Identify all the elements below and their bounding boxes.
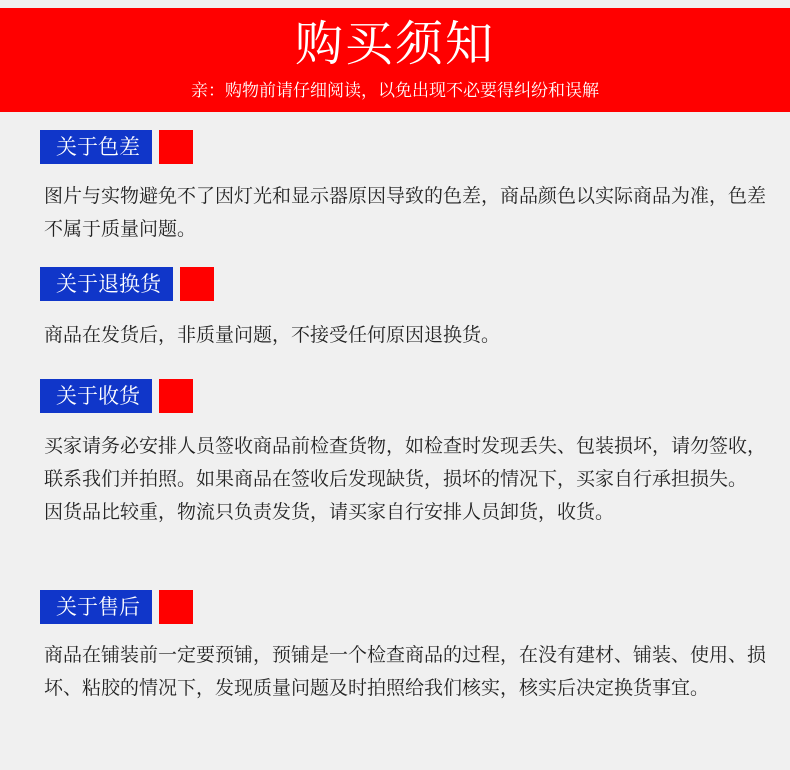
header-banner	[0, 8, 790, 112]
red-square-marker	[159, 130, 193, 164]
section-label: 关于售后	[40, 590, 152, 624]
section-paragraph: 图片与实物避免不了因灯光和显示器原因导致的色差，商品颜色以实际商品为准，色差不属于质量问题。	[44, 185, 767, 240]
section-heading-after-sales	[40, 590, 193, 624]
section-paragraph: 因货品比较重，物流只负责发货，请买家自行安排人员卸货，收货。	[44, 501, 615, 523]
section-heading-returns	[40, 267, 214, 301]
section-paragraph: 商品在发货后，非质量问题，不接受任何原因退换货。	[44, 324, 501, 346]
page-subtitle: 亲：购物前请仔细阅读，以免出现不必要得纠纷和误解	[191, 81, 599, 101]
section-paragraph: 商品在铺装前一定要预铺，预铺是一个检查商品的过程，在没有建材、铺装、使用、损坏、粘胶的情况下，发现质量问题及时拍照给我们核实，核实后决定换货事宜。	[44, 644, 767, 699]
red-square-marker	[159, 590, 193, 624]
section-paragraph: 买家请务必安排人员签收商品前检查货物，如检查时发现丢失、包装损坏，请勿签收，联系我们并拍照。如果商品在签收后发现缺货，损坏的情况下，买家自行承担损失。	[44, 435, 767, 490]
section-label: 关于退换货	[40, 267, 173, 301]
section-heading-color-difference	[40, 130, 193, 164]
section-body-color-difference	[44, 180, 770, 246]
section-heading-receiving	[40, 379, 193, 413]
section-body-receiving	[44, 430, 770, 529]
red-square-marker	[159, 379, 193, 413]
section-label: 关于收货	[40, 379, 152, 413]
red-square-marker	[180, 267, 214, 301]
section-label: 关于色差	[40, 130, 152, 164]
section-body-after-sales	[44, 639, 770, 705]
page-title: 购买须知	[294, 16, 495, 72]
section-body-returns	[44, 319, 770, 352]
